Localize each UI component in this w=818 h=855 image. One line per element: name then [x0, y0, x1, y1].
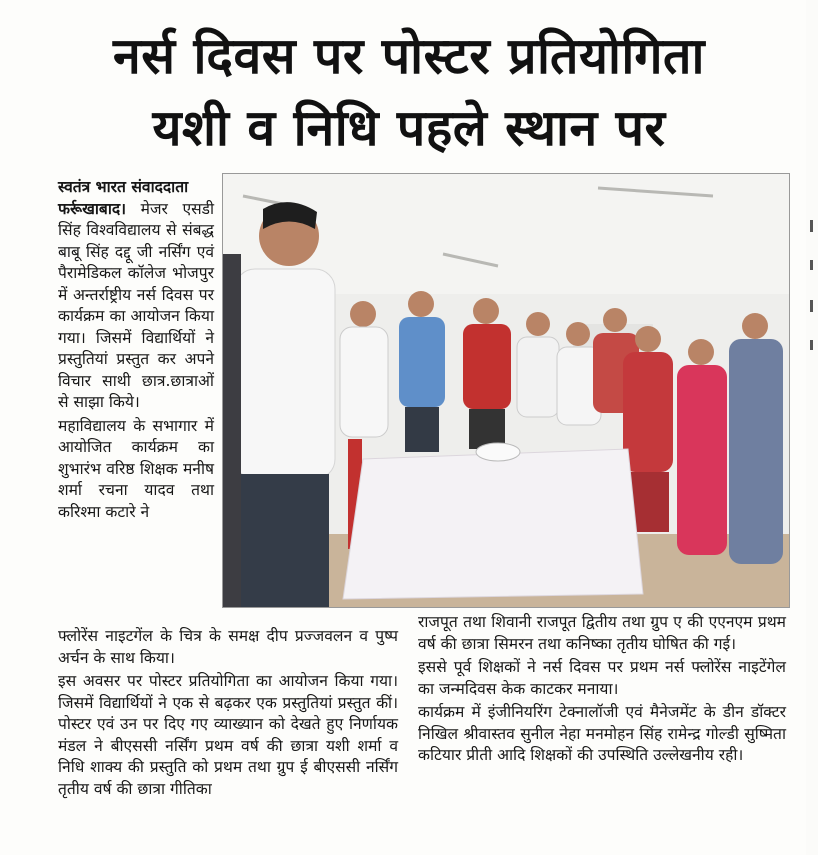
headline-line-2: यशी व निधि पहले स्थान पर: [152, 99, 666, 157]
paragraph-3: इस अवसर पर पोस्टर प्रतियोगिता का आयोजन किया गया। जिसमें विद्यार्थियों ने एक से बढ़कर एक प्रस्तुतियां प्रस्तुत कीं। पोस्टर एवं उन पर दिए गए व्याख्यान को देखते हुए निर्णायक मंडल ने बीएससी नर्सिंग प्रथम वर्ष की छात्रा यशी शर्मा व निधि शाक्य की प्रस्तुति को प्रथम तथा ग्रुप ई बीएससी नर्सिंग तृतीय वर्ष की छात्रा गीतिका: [58, 672, 398, 798]
paragraph-2-part-1: महाविद्यालय के सभागार में आयोजित कार्यक्रम का शुभारंभ वरिष्ठ शिक्षक मनीष शर्मा रचना यादव तथा करिश्मा कटारे ने: [58, 416, 214, 521]
event-photo: [222, 173, 790, 608]
article-column-left-bottom: [58, 626, 398, 802]
page-edge: [806, 0, 818, 855]
edge-mark: [810, 220, 813, 232]
paragraph-1: मेजर एसडी सिंह विश्वविद्यालय से संबद्ध बाबू सिंह दद्दू जी नर्सिंग एवं पैरामेडिकल कॉलेज भोजपुर में अन्तर्राष्ट्रीय नर्स दिवस पर कार्यक्रम का आयोजन किया गया। जिसमें विद्यार्थियों ने प्रस्तुतियां प्रस्तुत कर अपने विचार साथी छात्र.छात्राओं से साझा किये।: [58, 199, 214, 411]
paragraph-2-part-2: फ्लोरेंस नाइटगेंल के चित्र के समक्ष दीप प्रज्जवलन व पुष्प अर्चन के साथ किया।: [58, 627, 398, 667]
article-column-left-top: [58, 176, 214, 525]
dateline: फर्रूखाबाद।: [58, 198, 127, 218]
group-photo-icon: [223, 174, 789, 607]
edge-mark: [810, 260, 813, 270]
byline: स्वतंत्र भारत संवाददाता: [58, 177, 189, 196]
paragraph-4: इससे पूर्व शिक्षकों ने नर्स दिवस पर प्रथम नर्स फ्लोरेंस नाइटेंगेल का जन्मदिवस केक काटकर मनाया।: [418, 658, 786, 698]
paragraph-3-continued: राजपूत तथा शिवानी राजपूत द्वितीय तथा ग्रुप ए की एएनएम प्रथम वर्ष की छात्रा सिमरन तथा कनिष्का तृतीय घोषित की गई।: [418, 613, 786, 653]
paragraph-5: कार्यक्रम में इंजीनियरिंग टेक्नालॉजी एवं मैनेजमेंट के डीन डॉक्टर निखिल श्रीवास्तव सुनील नेहा मनमोहन सिंह रामेन्द्र गोल्डी सुष्मिता कटियार प्रीती आदि शिक्षकों की उपस्थिति उल्लेखनीय रही।: [418, 703, 786, 764]
edge-mark: [810, 340, 813, 350]
headline-line-1: नर्स दिवस पर पोस्टर प्रतियोगिता: [113, 27, 705, 85]
article-column-right: [418, 612, 786, 769]
article-paragraph: [58, 198, 214, 414]
edge-mark: [810, 300, 813, 312]
